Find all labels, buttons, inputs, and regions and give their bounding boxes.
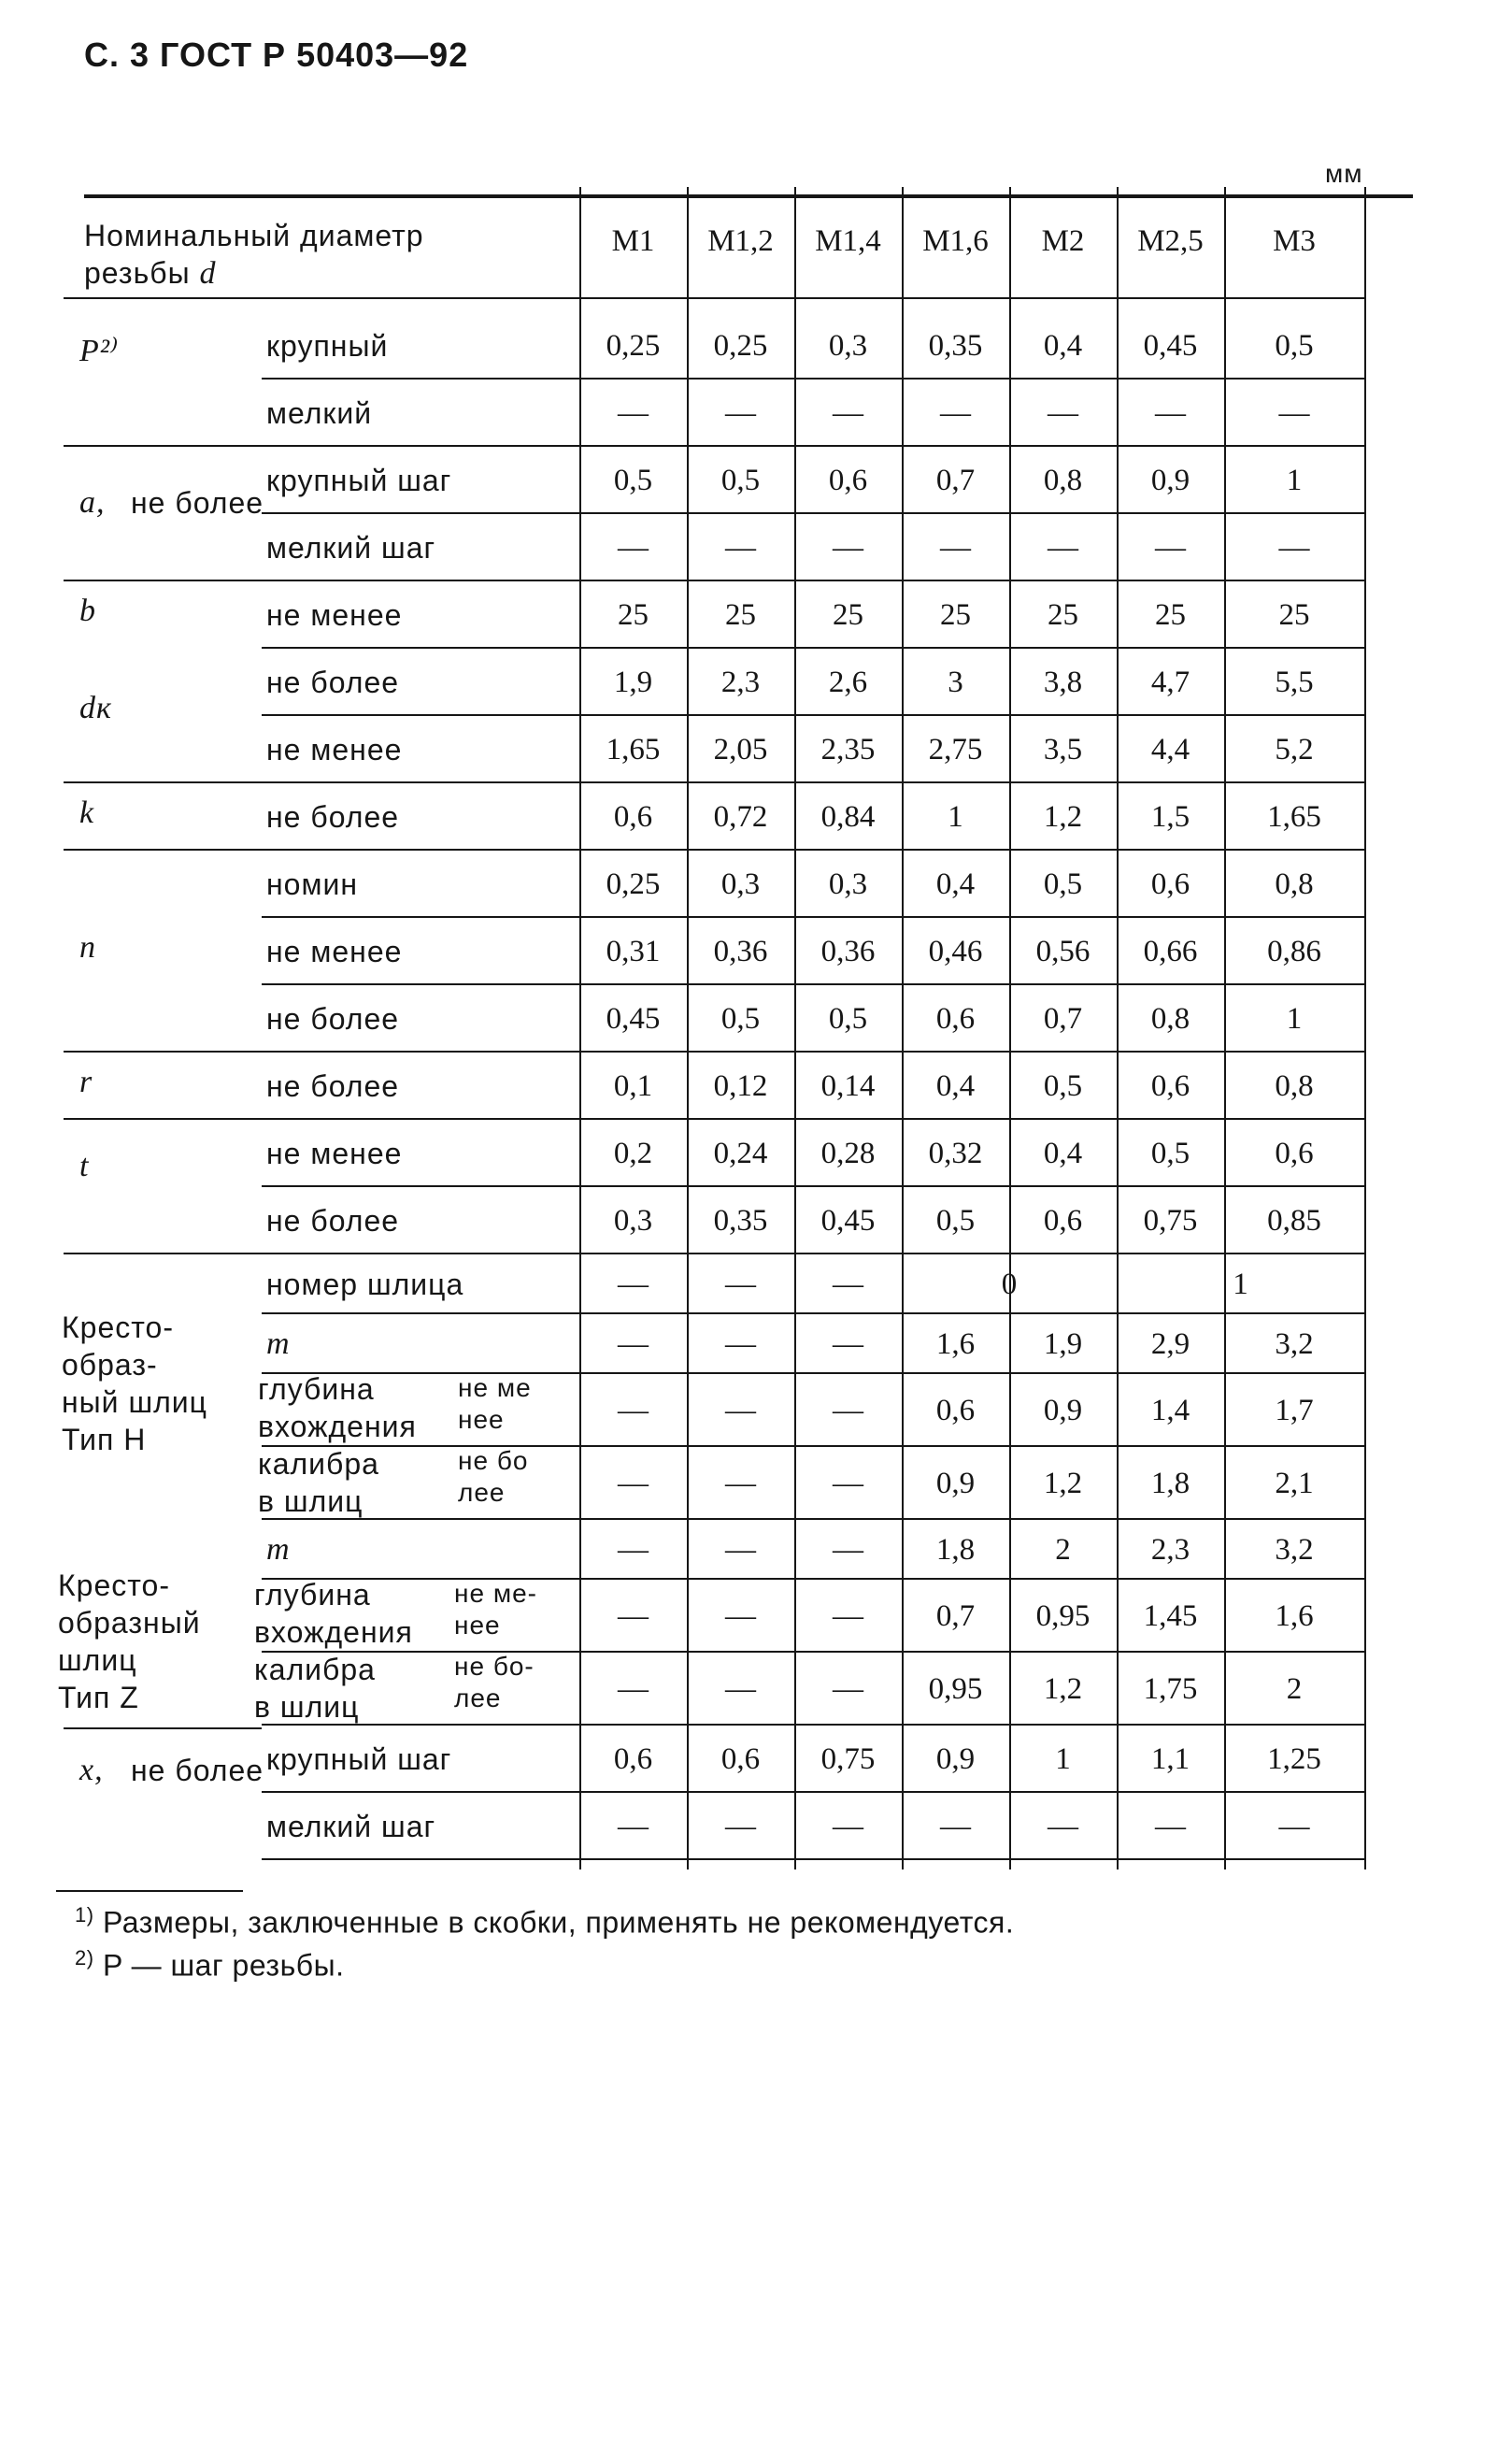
table-cell: 0,5 [828,1002,868,1036]
row-rule [262,378,1364,380]
table-cell: — [618,1394,649,1427]
table-cell: 0,46 [928,935,983,968]
table-cell: 2,75 [928,733,983,766]
table-cell: 0,6 [935,1002,976,1036]
table-cell: 0,3 [720,867,761,901]
table-cell: — [725,1467,756,1500]
table-cell: — [725,1810,756,1843]
depth-min-h: не ме нее [458,1373,532,1434]
table-cell: 2,1 [1275,1467,1314,1500]
table-cell: 25 [940,598,971,632]
depth-min-z: не ме- нее [454,1579,537,1640]
table-cell: 0,28 [820,1137,876,1170]
table-cell: — [833,1268,863,1301]
column-rule [1364,187,1366,1869]
table-cell: 0,5 [720,1002,761,1036]
table-cell: 0,5 [1043,1069,1083,1103]
footnote-1 [75,1903,1014,1941]
table-cell: — [618,396,649,430]
row-sublabel: не более [266,666,400,699]
table-cell: 25 [833,598,863,632]
column-header: М1,2 [707,224,774,258]
table-cell: 5,2 [1275,733,1314,766]
table-cell: 2,9 [1150,1327,1190,1361]
table-cell: 1 [1286,1002,1303,1036]
row-label: n [79,930,96,965]
table-cell: 0,5 [720,464,761,497]
table-cell: 0,36 [713,935,768,968]
cross-slot-h-label: Кресто- образ- ный шлиц Тип Н [62,1311,207,1456]
row-rule [262,849,1364,851]
row-label: x, [79,1753,104,1787]
row-rule [262,714,1364,716]
table-cell: 0,5 [613,464,653,497]
row-label-suffix: не более [131,1754,264,1787]
table-cell: 0,24 [713,1137,768,1170]
group-rule [64,781,262,783]
depth-max-z: не бо- лее [454,1652,535,1712]
row-sublabel: m [266,1532,291,1567]
table-cell: 4,4 [1150,733,1190,766]
table-cell: 1,4 [1150,1394,1190,1427]
table-cell: 1,2 [1043,1672,1083,1706]
table-cell: 1,2 [1043,800,1083,834]
table-cell: 2,05 [713,733,768,766]
table-cell: — [725,1394,756,1427]
table-cell: 0,6 [613,800,653,834]
row-sublabel: не менее [266,935,403,968]
table-cell: 2,3 [1150,1533,1190,1567]
table-cell: 0,25 [713,329,768,363]
footnote-rule [56,1890,243,1892]
table-cell: 1,5 [1150,800,1190,834]
table-cell: — [833,1394,863,1427]
row-rule [262,1651,1364,1653]
column-header: М2 [1041,224,1085,258]
table-cell: 0,5 [1043,867,1083,901]
row-rule [262,647,1364,649]
table-cell: 1,65 [1267,800,1321,834]
table-cell: — [833,1599,863,1633]
row-sublabel: не менее [266,733,403,766]
table-cell: — [1155,531,1186,565]
table-cell: — [940,1810,971,1843]
column-header: М1 [611,224,655,258]
table-cell: 0,4 [1043,329,1083,363]
table-cell: 0,85 [1267,1204,1321,1238]
table-cell: 0,35 [928,329,983,363]
table-cell: 0,4 [1043,1137,1083,1170]
table-cell: — [940,396,971,430]
row-rule [262,1312,1364,1314]
row-rule [262,1578,1364,1580]
row-rule [262,1051,1364,1053]
row-rule [262,781,1364,783]
row-rule [262,1445,1364,1447]
row-sublabel: не менее [266,598,403,632]
table-cell: — [833,531,863,565]
table-cell-merged: 0 [1001,1268,1018,1301]
row-sublabel: не более [266,800,400,834]
table-cell: 0,6 [720,1742,761,1776]
table-cell: 0,5 [1275,329,1314,363]
table-cell: 2 [1055,1533,1071,1567]
table-title-symbol: d [199,256,217,291]
footnote-2-mark: 2) [75,1946,94,1970]
table-cell: 3 [948,666,963,699]
table-cell: — [1155,1810,1186,1843]
table-cell: 1,9 [1043,1327,1083,1361]
table-cell: 0,86 [1267,935,1321,968]
table-cell: 0,45 [606,1002,661,1036]
table-cell: — [725,1672,756,1706]
table-cell: 0,3 [828,867,868,901]
table-cell: 0,45 [820,1204,876,1238]
table-cell: — [1155,396,1186,430]
table-cell: — [725,1327,756,1361]
table-cell: — [725,1599,756,1633]
table-cell: 0,5 [935,1204,976,1238]
row-rule [262,1118,1364,1120]
table-cell: 1,25 [1267,1742,1321,1776]
table-cell: 2,3 [720,666,761,699]
table-cell: 0,14 [820,1069,876,1103]
table-cell: 0,32 [928,1137,983,1170]
table-cell: 0,8 [1275,1069,1314,1103]
row-rule [262,1372,1364,1374]
table-cell: — [833,1672,863,1706]
row-sublabel: крупный шаг [266,1742,452,1776]
table-cell: 1,7 [1275,1394,1314,1427]
table-cell: — [1048,396,1078,430]
table-cell: — [725,396,756,430]
table-cell: 0,75 [820,1742,876,1776]
table-cell: 1,6 [935,1327,976,1361]
table-cell: 25 [1048,598,1078,632]
cross-slot-z-label: Кресто- образный шлиц Тип Z [58,1569,201,1714]
table-cell: — [618,1327,649,1361]
table-cell: 0,45 [1143,329,1198,363]
table-cell: 0,9 [1150,464,1190,497]
table-cell: 0,3 [613,1204,653,1238]
page-header: С. 3 ГОСТ Р 50403—92 [84,36,469,74]
row-label: k [79,795,95,830]
table-cell: 25 [1278,598,1310,632]
table-cell: 1,1 [1150,1742,1190,1776]
table-cell: — [618,531,649,565]
table-cell: 0,95 [1035,1599,1091,1633]
table-cell: 0,95 [928,1672,983,1706]
table-cell: 3,8 [1043,666,1083,699]
row-label: r [79,1065,93,1099]
column-header: М1,6 [922,224,989,258]
row-sublabel: мелкий шаг [266,531,436,565]
row-rule [262,1858,1364,1860]
table-cell: 2,6 [828,666,868,699]
row-rule [262,916,1364,918]
table-cell: 0,75 [1143,1204,1198,1238]
table-cell: 0,6 [1150,1069,1190,1103]
table-cell: — [618,1672,649,1706]
table-cell: 1 [948,800,963,834]
group-rule [64,445,262,447]
row-sublabel: крупный [266,329,389,363]
table-cell: 0,4 [935,867,976,901]
table-title-line1: Номинальный диаметр [84,219,424,252]
row-label: t [79,1149,90,1183]
depth-label-h: глубина вхождения калибра в шлиц [258,1372,417,1518]
row-sublabel: не более [266,1002,400,1036]
table-cell: — [725,1533,756,1567]
table-cell: 1,8 [935,1533,976,1567]
table-cell: 0,6 [935,1394,976,1427]
table-cell: 0,72 [713,800,768,834]
table-cell: 0,8 [1275,867,1314,901]
footnote-2 [75,1946,344,1984]
table-cell: — [1048,1810,1078,1843]
row-label: dк [79,691,112,725]
depth-label-z: глубина вхождения калибра в шлиц [254,1578,413,1724]
row-rule [262,580,1364,581]
table-cell: 0,56 [1035,935,1091,968]
table-cell: 0,3 [828,329,868,363]
table-cell: — [1278,531,1310,565]
table-title-line2-wrap [84,254,424,293]
table-cell: — [618,1599,649,1633]
units-label: мм [1325,159,1363,188]
table-cell: — [833,1467,863,1500]
table-cell: 4,7 [1150,666,1190,699]
table-cell: 0,1 [613,1069,653,1103]
table-cell: — [833,396,863,430]
group-rule [64,580,262,581]
table-cell: 1,2 [1043,1467,1083,1500]
group-rule [64,1253,262,1254]
table-cell: 0,8 [1043,464,1083,497]
table-cell: 0,12 [713,1069,768,1103]
row-rule [262,983,1364,985]
table-title [84,217,424,293]
table-cell: 1 [1286,464,1303,497]
table-cell: 1,75 [1143,1672,1198,1706]
row-sublabel: мелкий шаг [266,1810,436,1843]
table-cell: 2 [1286,1672,1303,1706]
table-cell: 0,66 [1143,935,1198,968]
row-sublabel: не менее [266,1137,403,1170]
table-cell: 0,31 [606,935,661,968]
table-cell: — [1278,1810,1310,1843]
table-cell: 0,9 [935,1467,976,1500]
table-cell: 0,9 [1043,1394,1083,1427]
table-cell: 1,8 [1150,1467,1190,1500]
table-cell: 25 [725,598,756,632]
table-cell-merged: 1 [1233,1268,1248,1301]
footnote-1-text: Размеры, заключенные в скобки, применять не рекомендуется. [102,1905,1015,1940]
group-rule [64,1727,262,1729]
group-rule [64,849,262,851]
table-cell: 0,84 [820,800,876,834]
table-cell: — [725,1268,756,1301]
row-rule [262,1518,1364,1520]
header-rule [64,297,1364,299]
group-rule [64,1051,262,1053]
table-cell: 25 [1155,598,1186,632]
table-cell: — [833,1327,863,1361]
table-cell: 1,9 [613,666,653,699]
row-label-suffix: не более [131,486,264,520]
row-label: b [79,594,96,628]
table-title-line2: резьбы [84,256,191,290]
table-cell: 1,6 [1275,1599,1314,1633]
row-rule [262,1253,1364,1254]
row-rule [262,1724,1364,1726]
table-cell: — [833,1810,863,1843]
table-cell: — [833,1533,863,1567]
row-sublabel: не более [266,1069,400,1103]
row-sublabel: номер шлица [266,1268,464,1301]
table-cell: — [618,1533,649,1567]
table-cell: 0,6 [1150,867,1190,901]
row-rule [262,1791,1364,1793]
row-rule [262,512,1364,514]
table-cell: 0,8 [1150,1002,1190,1036]
row-sublabel: номин [266,867,359,901]
table-cell: 0,6 [1275,1137,1314,1170]
table-cell: 0,4 [935,1069,976,1103]
table-cell: 0,7 [935,464,976,497]
table-cell: 0,6 [828,464,868,497]
table-cell: 1 [1055,1742,1071,1776]
table-cell: 0,25 [606,329,661,363]
footnote-2-text: P — шаг резьбы. [102,1948,345,1983]
depth-max-h: не бо лее [458,1446,529,1507]
table-cell: — [725,531,756,565]
row-sublabel: не более [266,1204,400,1238]
column-header: М1,4 [815,224,881,258]
table-cell: — [618,1467,649,1500]
table-cell: 3,2 [1275,1533,1314,1567]
table-cell: 0,9 [935,1742,976,1776]
table-cell: 0,5 [1150,1137,1190,1170]
table-cell: 0,6 [613,1742,653,1776]
table-cell: 3,2 [1275,1327,1314,1361]
row-rule [262,1185,1364,1187]
table-cell: — [1278,396,1310,430]
table-cell: 0,7 [935,1599,976,1633]
table-cell: — [1048,531,1078,565]
table-cell: 5,5 [1275,666,1314,699]
group-rule [64,1118,262,1120]
row-label: a, [79,485,106,520]
table-cell: — [618,1268,649,1301]
row-label: P²⁾ [79,334,120,368]
table-cell: 0,6 [1043,1204,1083,1238]
row-rule [262,445,1364,447]
table-cell: 0,2 [613,1137,653,1170]
row-sublabel: крупный шаг [266,464,452,497]
column-header: М2,5 [1137,224,1204,258]
table-cell: — [940,531,971,565]
table-cell: 2,35 [820,733,876,766]
table-cell: 1,45 [1143,1599,1198,1633]
table-cell: 25 [618,598,649,632]
table-cell: 1,65 [606,733,661,766]
table-cell: 0,7 [1043,1002,1083,1036]
column-header: М3 [1273,224,1316,258]
row-sublabel: m [266,1326,291,1361]
table-cell: 0,36 [820,935,876,968]
table-cell: — [618,1810,649,1843]
footnote-1-mark: 1) [75,1903,94,1927]
row-sublabel: мелкий [266,396,373,430]
table-cell: 3,5 [1043,733,1083,766]
table-cell: 0,25 [606,867,661,901]
table-cell: 0,35 [713,1204,768,1238]
